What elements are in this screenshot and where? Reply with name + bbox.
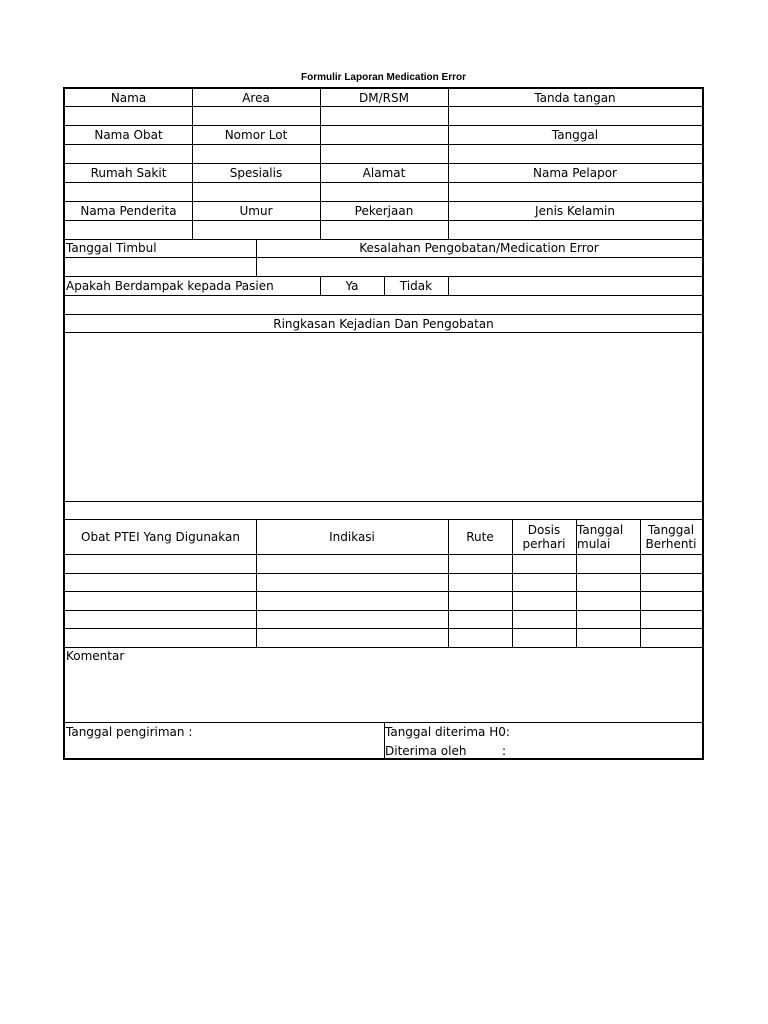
header-rute: Rute <box>466 530 494 544</box>
row-line <box>65 554 702 555</box>
label-nama-obat: Nama Obat <box>94 128 163 142</box>
label-tanggal-pengiriman: Tanggal pengiriman : <box>66 725 193 739</box>
row-line <box>65 591 702 592</box>
header-dosis-perhari: Dosis perhari <box>522 523 566 551</box>
label-kesalahan-pengobatan: Kesalahan Pengobatan/Medication Error <box>359 241 599 255</box>
label-nomor-lot: Nomor Lot <box>224 128 288 142</box>
row-line <box>65 628 702 629</box>
row-line <box>65 257 702 258</box>
row-line <box>65 501 702 502</box>
label-alamat: Alamat <box>362 166 406 180</box>
row-line <box>65 647 702 648</box>
label-tanggal-diterima: Tanggal diterima H0: <box>385 725 510 739</box>
label-diterima-oleh-colon: : <box>502 744 507 758</box>
row-line <box>65 220 702 221</box>
label-empty <box>320 126 448 144</box>
label-komentar: Komentar <box>66 649 125 663</box>
label-apakah-berdampak: Apakah Berdampak kepada Pasien <box>66 279 274 293</box>
label-dm-rsm: DM/RSM <box>359 90 409 105</box>
label-diterima-oleh: Diterima oleh <box>385 744 467 758</box>
label-spesialis: Spesialis <box>229 166 283 180</box>
col-line <box>448 276 449 295</box>
row-line <box>65 295 702 296</box>
header-tanggal-berhenti: Tanggal Berhenti <box>645 523 697 551</box>
header-obat-ptei: Obat PTEI Yang Digunakan <box>81 530 240 544</box>
row-line <box>65 182 702 183</box>
row-line <box>65 332 702 333</box>
header-indikasi: Indikasi <box>329 530 375 544</box>
medication-error-form <box>63 87 704 760</box>
form-title: Formulir Laporan Medication Error <box>300 72 467 83</box>
label-area: Area <box>242 90 270 105</box>
row-line <box>65 573 702 574</box>
label-nama-penderita: Nama Penderita <box>80 204 177 218</box>
row-line <box>65 610 702 611</box>
option-ya: Ya <box>345 279 359 293</box>
option-tidak: Tidak <box>399 279 433 293</box>
label-nama: Nama <box>110 90 147 105</box>
row-line <box>65 144 702 145</box>
header-tanggal-mulai: Tanggal mulai <box>577 523 624 551</box>
row-line <box>65 106 702 107</box>
label-jenis-kelamin: Jenis Kelamin <box>535 204 615 218</box>
label-tanda-tangan: Tanda tangan <box>534 90 616 105</box>
label-rumah-sakit: Rumah Sakit <box>90 166 167 180</box>
label-pekerjaan: Pekerjaan <box>354 204 414 218</box>
label-umur: Umur <box>239 204 273 218</box>
label-tanggal-timbul: Tanggal Timbul <box>66 241 157 255</box>
label-nama-pelapor: Nama Pelapor <box>533 166 617 180</box>
label-ringkasan: Ringkasan Kejadian Dan Pengobatan <box>273 316 494 331</box>
label-tanggal: Tanggal <box>551 128 599 142</box>
